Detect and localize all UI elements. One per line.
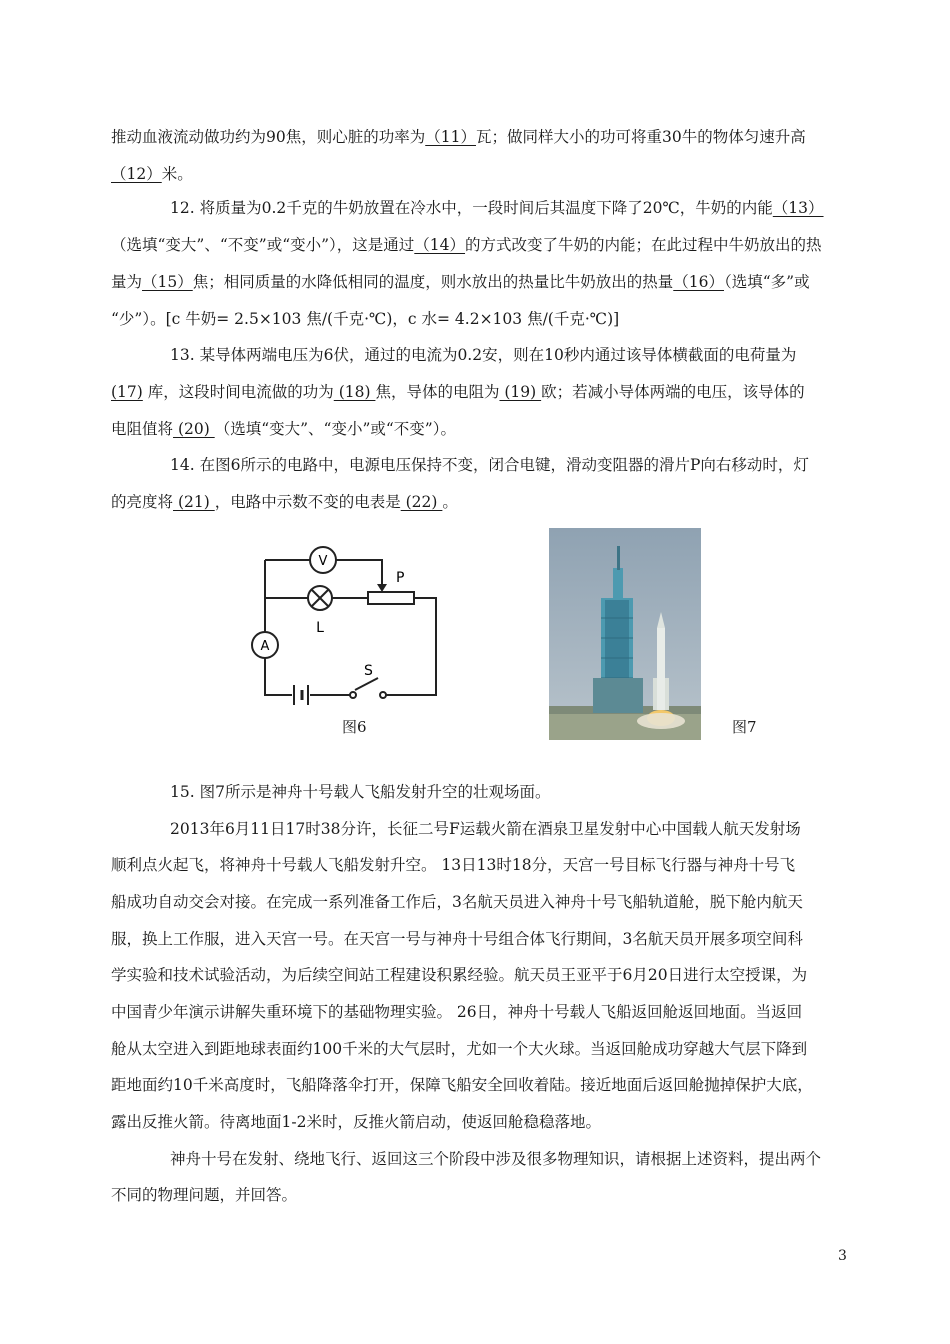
rocket-launch-photo (549, 528, 701, 740)
text-line (170, 198, 824, 218)
text-segment: 学实验和技术试验活动，为后续空间站工程建设积累经验。航天员王亚平于6月20日进行太空授课，为 (111, 966, 808, 984)
text-segment: 14. 在图6所示的电路中，电源电压保持不变，闭合电键，滑动变阻器的滑片P向右移动时，灯 (170, 456, 809, 474)
text-segment: 瓦；做同样大小的功可将重30牛的物体匀速升高 (475, 128, 806, 146)
figure-7-caption: 图7 (732, 718, 757, 736)
circuit-diagram-figure-6 (250, 540, 450, 740)
text-line (111, 164, 193, 184)
answer-blank: (19) (499, 383, 542, 401)
text-line (111, 892, 803, 912)
text-line (111, 1075, 813, 1095)
text-line (111, 855, 795, 875)
text-segment: 舱从太空进入到距地球表面约100千米的大气层时，尤如一个大火球。当返回舱成功穿越大气层下降到 (111, 1040, 808, 1058)
text-segment: 露出反推火箭。待离地面1-2米时，反推火箭启动，使返回舱稳稳落地。 (111, 1113, 601, 1131)
text-segment: 米。 (161, 165, 193, 183)
text-segment: 焦，导体的电阻为 (375, 383, 500, 401)
answer-blank: (22) (400, 493, 443, 511)
text-line (170, 345, 796, 365)
text-segment: 的亮度将 (111, 493, 174, 511)
text-line (111, 419, 456, 439)
text-line (111, 127, 806, 147)
text-segment: 2013年6月11日17时38分许，长征二号F运载火箭在酒泉卫星发射中心中国载人航天发射场 (170, 820, 801, 838)
text-line (111, 1112, 601, 1132)
text-line (111, 492, 458, 512)
svg-text:A: A (260, 639, 270, 654)
text-segment: “少”）。[c 牛奶= 2.5×103 焦/(千克·℃)，c 水= 4.2×103 焦/(千克·℃)] (111, 310, 620, 328)
text-segment: 不同的物理问题，并回答。 (111, 1186, 298, 1204)
answer-blank: （15） (142, 273, 193, 291)
page-number: 3 (838, 1248, 847, 1264)
switch-symbol (350, 692, 386, 698)
text-segment: （选填“多”或 (724, 273, 810, 291)
text-segment: 服，换上工作服，进入天宫一号。在天宫一号与神舟十号组合体飞行期间，3名航天员开展多项空间科 (111, 930, 803, 948)
text-segment: 推动血液流动做功约为90焦，则心脏的功率为 (111, 128, 426, 146)
text-segment: 船成功自动交会对接。在完成一系列准备工作后，3名航天员进入神舟十号飞船轨道舱，脱下舱内航天 (111, 893, 803, 911)
text-segment: （选填“变大”、“变小”或“不变”）。 (214, 420, 456, 438)
text-segment: 13. 某导体两端电压为6伏，通过的电流为0.2安，则在10秒内通过该导体横截面的电荷量为 (170, 346, 797, 364)
text-segment: 欧；若减小导体两端的电压，该导体的 (541, 383, 805, 401)
text-segment: 15. 图7所示是神舟十号载人飞船发射升空的壮观场面。 (170, 783, 551, 801)
text-line (111, 1185, 297, 1205)
answer-blank: （14） (414, 236, 466, 254)
answer-blank: (21) (173, 493, 215, 511)
figure-6-caption: 图6 (342, 718, 367, 736)
rheostat-symbol (368, 584, 414, 604)
text-segment: 焦；相同质量的水降低相同的温度，则水放出的热量比牛奶放出的热量 (192, 273, 674, 291)
text-line (170, 1149, 821, 1169)
text-line (111, 382, 805, 402)
text-segment: 12. 将质量为0.2千克的牛奶放置在冷水中，一段时间后其温度下降了20℃，牛奶的内能 (170, 199, 773, 217)
text-line (111, 272, 810, 292)
text-segment: 电阻值将 (111, 420, 174, 438)
text-segment: 顺利点火起飞，将神舟十号载人飞船发射升空。 13日13时18分，天宫一号目标飞行器与神舟十号飞 (111, 856, 796, 874)
ammeter-symbol (252, 632, 278, 658)
battery-symbol (294, 685, 308, 705)
answer-blank: （16） (673, 273, 724, 291)
answer-blank: (18) (333, 383, 376, 401)
text-line (111, 235, 822, 255)
text-line (111, 309, 619, 329)
text-line (111, 1039, 807, 1059)
text-segment: 距地面约10千米高度时，飞船降落伞打开，保障飞船安全回收着陆。接近地面后返回舱抛掉保护大底， (111, 1076, 813, 1094)
text-line (170, 455, 809, 475)
text-segment: 中国青少年演示讲解失重环境下的基础物理实验。 26日，神舟十号载人飞船返回舱返回地面。当返回 (111, 1003, 803, 1021)
text-segment: 库，这段时间电流做的功为 (142, 383, 334, 401)
svg-text:V: V (318, 554, 328, 569)
text-segment: （选填“变大”、“不变”或“变小”），这是通过 (111, 236, 415, 254)
text-segment: 神舟十号在发射、绕地飞行、返回这三个阶段中涉及很多物理知识，请根据上述资料，提出两个 (170, 1150, 822, 1168)
answer-blank: （11） (425, 128, 476, 146)
answer-blank: （12） (111, 165, 162, 183)
text-line (111, 929, 803, 949)
text-line (170, 782, 550, 802)
voltmeter-symbol (310, 547, 336, 573)
answer-blank: (20) (173, 420, 215, 438)
text-line (170, 819, 801, 839)
text-segment: ，电路中示数不变的电表是 (214, 493, 401, 511)
lamp-label: L (316, 620, 324, 636)
text-line (111, 1002, 802, 1022)
text-segment: 量为 (111, 273, 143, 291)
answer-blank: （13） (772, 199, 824, 217)
lamp-symbol (308, 586, 332, 610)
text-segment: 的方式改变了牛奶的内能；在此过程中牛奶放出的热 (465, 236, 822, 254)
answer-blank: (17) (111, 383, 143, 401)
text-segment: 。 (442, 493, 458, 511)
switch-label: S (364, 663, 373, 679)
slider-label: P (396, 570, 405, 586)
text-line (111, 965, 807, 985)
